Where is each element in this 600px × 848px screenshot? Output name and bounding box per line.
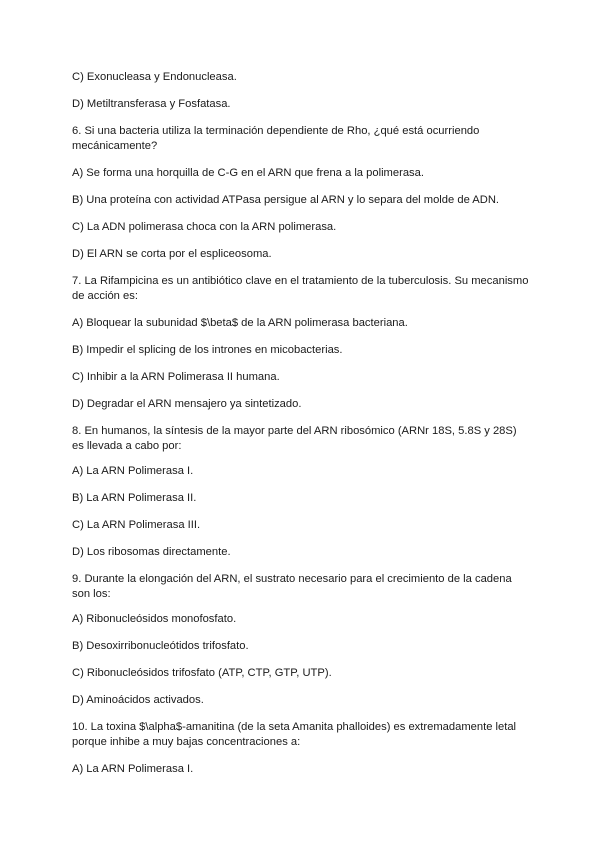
option-8d: D) Los ribosomas directamente. (72, 546, 231, 558)
option-8b: B) La ARN Polimerasa II. (72, 492, 197, 504)
option-9d: D) Aminoácidos activados. (72, 694, 204, 706)
option-9a: A) Ribonucleósidos monofosfato. (72, 613, 237, 625)
option-7d: D) Degradar el ARN mensajero ya sintetizado. (72, 398, 302, 410)
option-5d: D) Metiltransferasa y Fosfatasa. (72, 98, 231, 110)
question-7-line-2: de acción es: (72, 290, 138, 302)
option-8a: A) La ARN Polimerasa I. (72, 465, 194, 477)
question-9-line-2: son los: (72, 588, 111, 600)
question-8-line-1: 8. En humanos, la síntesis de la mayor parte del ARN ribosómico (ARNr 18S, 5.8S y 28S) (72, 425, 517, 437)
question-10-line-1: 10. La toxina $\alpha$-amanitina (de la seta Amanita phalloides) es extremadamente letal (72, 721, 517, 733)
option-6c: C) La ADN polimerasa choca con la ARN polimerasa. (72, 221, 337, 233)
question-7-line-1: 7. La Rifampicina es un antibiótico clave en el tratamiento de la tuberculosis. Su mecanismo (72, 275, 529, 287)
question-10-line-2: porque inhibe a muy bajas concentraciones a: (72, 736, 301, 748)
question-8-line-2: es llevada a cabo por: (72, 440, 182, 452)
option-9b: B) Desoxirribonucleótidos trifosfato. (72, 640, 249, 652)
option-6a: A) Se forma una horquilla de C-G en el ARN que frena a la polimerasa. (72, 167, 424, 179)
question-9-line-1: 9. Durante la elongación del ARN, el sustrato necesario para el crecimiento de la cadena (72, 573, 512, 585)
option-6b: B) Una proteína con actividad ATPasa persigue al ARN y lo separa del molde de ADN. (72, 194, 500, 206)
option-7a: A) Bloquear la subunidad $\beta$ de la ARN polimerasa bacteriana. (72, 317, 408, 329)
option-9c: C) Ribonucleósidos trifosfato (ATP, CTP, GTP, UTP). (72, 667, 332, 679)
option-8c: C) La ARN Polimerasa III. (72, 519, 201, 531)
option-6d: D) El ARN se corta por el espliceosoma. (72, 248, 272, 260)
option-10a: A) La ARN Polimerasa I. (72, 763, 194, 775)
option-7b: B) Impedir el splicing de los intrones en micobacterias. (72, 344, 343, 356)
option-7c: C) Inhibir a la ARN Polimerasa II humana. (72, 371, 280, 383)
question-6-line-2: mecánicamente? (72, 140, 158, 152)
option-5c: C) Exonucleasa y Endonucleasa. (72, 71, 237, 83)
question-6-line-1: 6. Si una bacteria utiliza la terminación dependiente de Rho, ¿qué está ocurriendo (72, 125, 480, 137)
